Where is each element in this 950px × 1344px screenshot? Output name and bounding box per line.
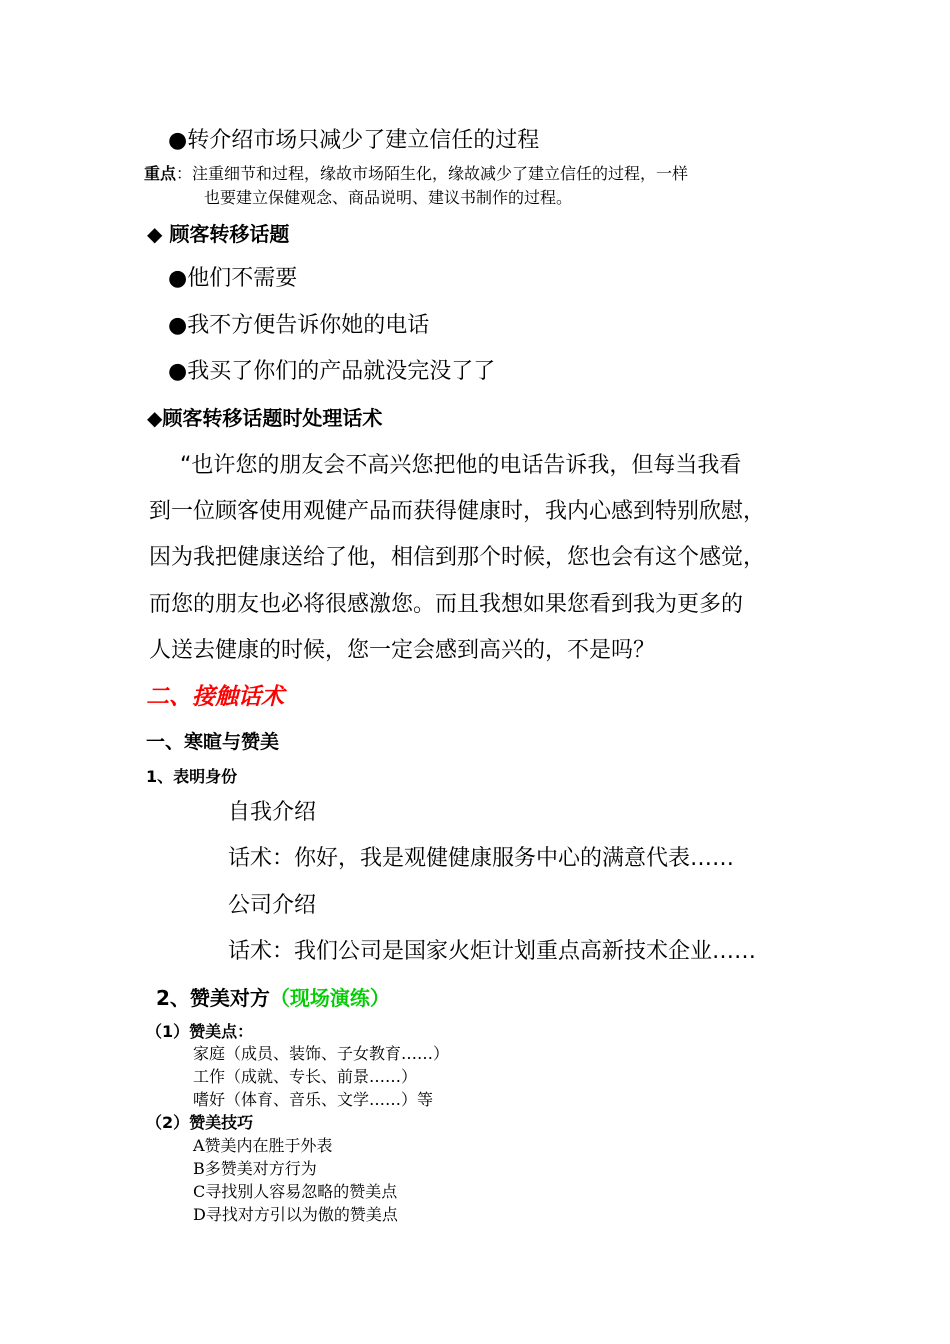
key-point-label: 重点 xyxy=(144,164,177,183)
script-line: 因为我把健康送给了他，相信到那个时候，您也会有这个感觉， xyxy=(149,545,766,570)
praise-point: 工作（成就、专长、前景……） xyxy=(193,1067,418,1086)
praise-skill: D寻找对方引以为傲的赞美点 xyxy=(193,1205,398,1224)
key-point-text-1: ：注重细节和过程，缘故市场陌生化，缘故减少了建立信任的过程，一样 xyxy=(176,164,689,183)
praise-skill: C寻找别人容易忽略的赞美点 xyxy=(193,1182,398,1201)
live-practice-note: （现场演练） xyxy=(269,986,390,1010)
script-line: “也许您的朋友会不高兴您把他的电话告诉我，但每当我看 xyxy=(180,453,742,478)
company-intro-label: 公司介绍 xyxy=(228,893,317,918)
company-intro-script: 话术：我们公司是国家火炬计划重点高新技术企业…… xyxy=(228,939,757,964)
item-identify-self: 1、表明身份 xyxy=(146,767,238,786)
key-point-line-2: 也要建立保健观念、商品说明、建议书制作的过程。 xyxy=(204,188,573,207)
script-line: 到一位顾客使用观健产品而获得健康时，我内心感到特别欣慰， xyxy=(149,499,766,524)
praise-skill: B多赞美对方行为 xyxy=(193,1159,317,1178)
self-intro-label: 自我介绍 xyxy=(228,800,317,825)
topic-shift-heading: ◆ 顾客转移话题 xyxy=(147,222,290,246)
praise-point: 家庭（成员、装饰、子女教育……） xyxy=(193,1044,450,1063)
praise-skill: A赞美内在胜于外表 xyxy=(193,1136,333,1155)
key-point-line-1 xyxy=(144,166,688,182)
praise-skills-label: （2）赞美技巧 xyxy=(146,1113,254,1132)
topic-item: ●我不方便告诉你她的电话 xyxy=(168,313,430,338)
self-intro-script: 话术：你好，我是观健健康服务中心的满意代表…… xyxy=(228,846,735,871)
subheading-greeting-praise: 一、寒暄与赞美 xyxy=(146,731,280,753)
script-line: 而您的朋友也必将很感激您。而且我想如果您看到我为更多的 xyxy=(149,592,744,617)
bullet-referral-market: ●转介绍市场只减少了建立信任的过程 xyxy=(168,128,540,153)
item-praise-other xyxy=(156,988,390,1008)
praise-point: 嗜好（体育、音乐、文学……）等 xyxy=(193,1090,434,1109)
topic-item: ●我买了你们的产品就没完没了了 xyxy=(168,359,496,384)
topic-item: ●他们不需要 xyxy=(168,266,298,291)
item-praise-label: 2、赞美对方 xyxy=(156,986,270,1010)
handling-heading: ◆顾客转移话题时处理话术 xyxy=(147,406,383,430)
script-line: 人送去健康的时候，您一定会感到高兴的，不是吗？ xyxy=(149,638,656,663)
praise-points-label: （1）赞美点： xyxy=(146,1022,254,1041)
section-title-contact-script: 二、接触话术 xyxy=(146,684,284,710)
